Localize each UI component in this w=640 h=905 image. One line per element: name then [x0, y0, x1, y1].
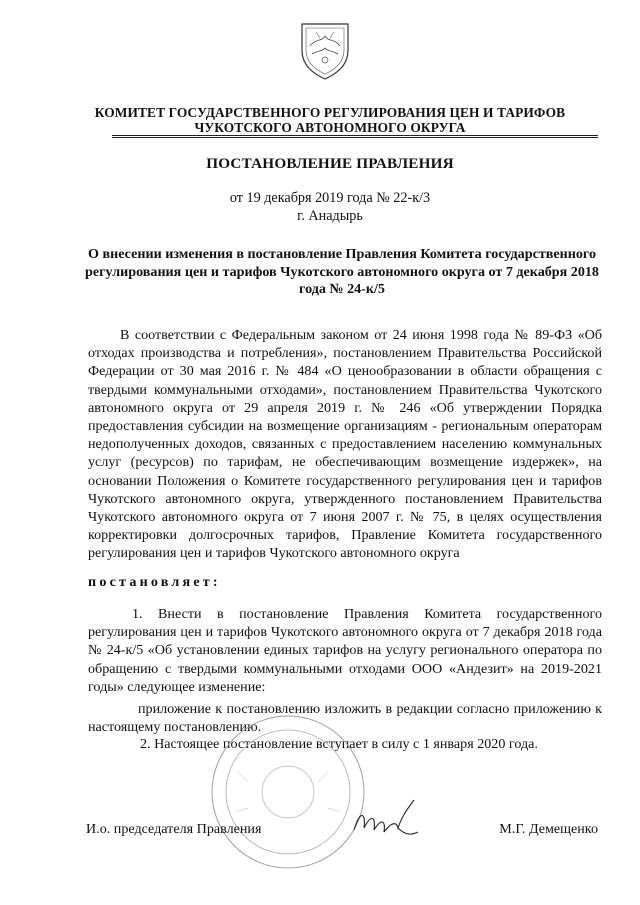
signatory-name: М.Г. Демещенко [499, 821, 598, 837]
header-divider-thick [112, 137, 598, 138]
organization-name-line2: ЧУКОТСКОГО АВТОНОМНОГО ОКРУГА [194, 120, 466, 135]
organization-name-line1: КОМИТЕТ ГОСУДАРСТВЕННОГО РЕГУЛИРОВАНИЯ ЦЕН И ТАРИФОВ [94, 105, 566, 120]
preamble-paragraph: В соответствии с Федеральным законом от 24 июня 1998 года № 89-ФЗ «Об отходах производства и потребления», постановлением Правительства Российской Федерации от 30 мая 2016 г. № 484 «О ценообразовании в области обращения с твердыми коммунальными отходами», постановлением Правительства Чукотского автономного округа от 29 апреля 2019 г. № 246 «Об утверждении Порядка предоставления субсидии на возмещение организациям - региональным операторам недополученных доходов, связанных с предоставлением населению коммунальных услуг (ресурсов) по тарифам, не обеспечивающим возмещение издержек», на основании Положения о Комитете государственного регулирования цен и тарифов Чукотского автономного округа, утвержденного постановлением Правительства Чукотского автономного округа от 7 июня 2007 г. № 75, в целях осуществления корректировки долгосрочных тарифов, Правление Комитета государственного регулирования цен и тарифов Чукотского автономного округа [88, 327, 602, 562]
document-city: г. Анадырь [297, 208, 363, 224]
document-subject: О внесении изменения в постановление Правления Комитета государственного регулирования цен и тарифов Чукотского автономного округа от 7 декабря 2018 года № 24-к/5 [85, 246, 599, 297]
signatory-position: И.о. председателя Правления [86, 821, 262, 837]
decree-item-1-subparagraph: приложение к постановлению изложить в редакции согласно приложению к настоящему постановлению. [88, 701, 602, 736]
handwritten-signature [348, 790, 428, 850]
coat-of-arms-emblem [296, 16, 354, 82]
decree-item-1: 1. Внести в постановление Правления Комитета государственного регулирования цен и тарифов Чукотского автономного округа от 7 декабря 2018 года № 24-к/5 «Об установлении единых тарифов на услугу регионального оператора по обращению с твердыми коммунальными отходами ООО «Андезит» на 2019-2021 годы» следующее изменение: [88, 606, 602, 695]
document-date-number: от 19 декабря 2019 года № 22-к/3 [229, 190, 431, 206]
document-title: ПОСТАНОВЛЕНИЕ ПРАВЛЕНИЯ [206, 155, 454, 172]
official-seal-stamp [208, 712, 368, 872]
decree-word: постановляет: [88, 574, 221, 590]
decree-item-2: 2. Настоящее постановление вступает в силу с 1 января 2020 года. [140, 736, 538, 752]
header-divider-thin [112, 135, 598, 136]
